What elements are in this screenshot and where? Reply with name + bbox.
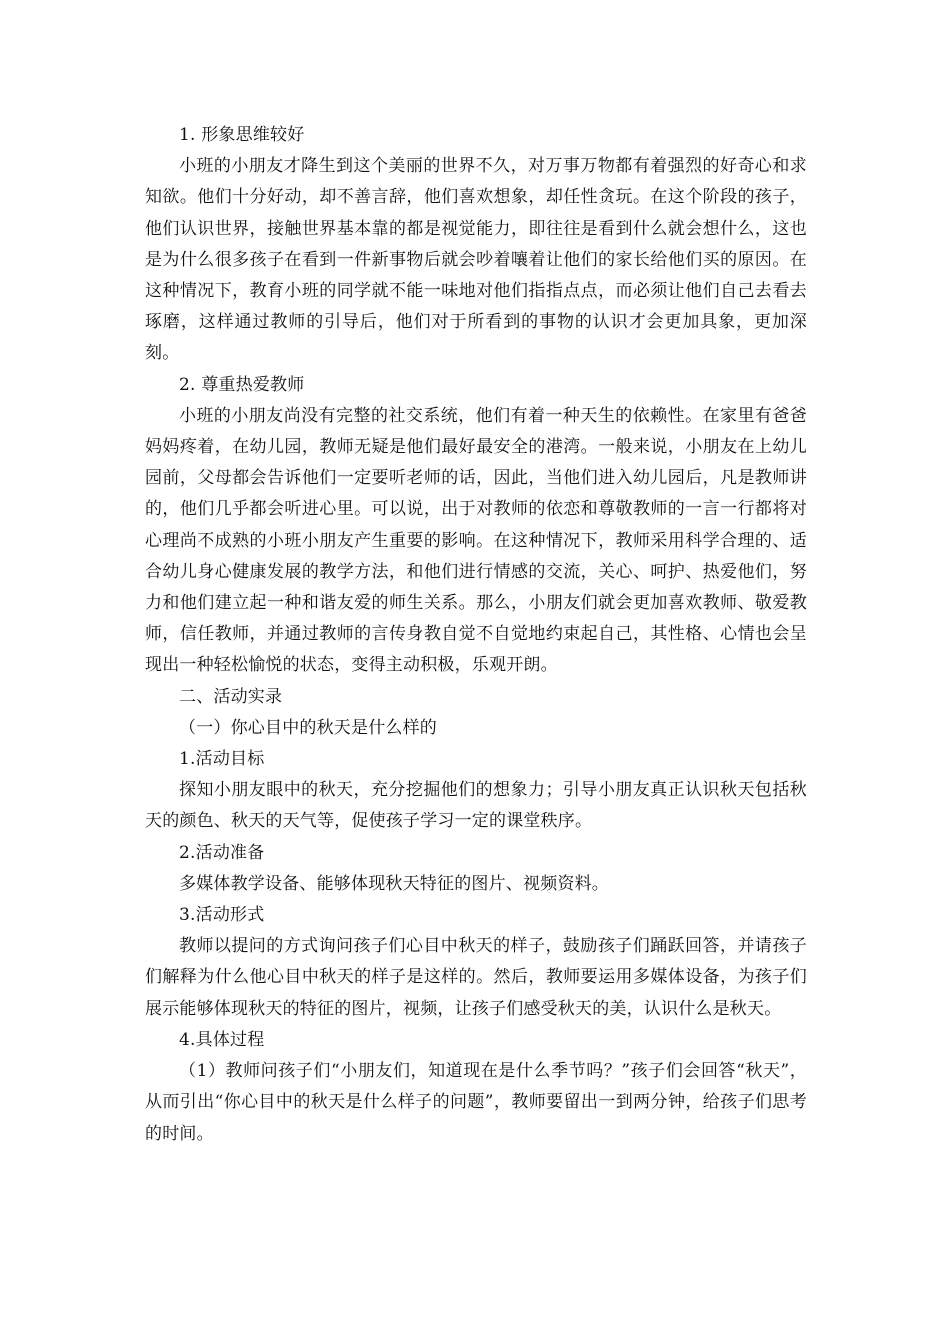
activity-prep-heading: 2.活动准备 [179, 842, 265, 863]
activity-form-paragraph: 教师以提问的方式询问孩子们心目中秋天的样子，鼓励孩子们踊跃回答，并请孩子们解释为什么他心目中秋天的样子是这样的。然后，教师要运用多媒体设备，为孩子们展示能够体现秋天的特征的图片，视频，让孩子们感受秋天的美，认识什么是秋天。 [145, 936, 807, 1019]
body-paragraph-1: 小班的小朋友才降生到这个美丽的世界不久，对万事万物都有着强烈的好奇心和求知欲。他们十分好动，却不善言辞，他们喜欢想象，却任性贪玩。在这个阶段的孩子，他们认识世界，接触世界基本靠的都是视觉能力，即往往是看到什么就会想什么，这也是为什么很多孩子在看到一件新事物后就会吵着嚷着让他们的家长给他们买的原因。在这种情况下，教育小班的同学就不能一味地对他们指指点点，而必须让他们自己去看去琢磨，这样通过教师的引导后，他们对于所看到的事物的认识才会更加具象，更加深刻。 [145, 156, 807, 364]
chapter-heading-activity-record: 二、活动实录 [179, 686, 283, 707]
process-step-1-paragraph: （1）教师问孩子们“小朋友们，知道现在是什么季节吗？”孩子们会回答“秋天”，从而引出“你心目中的秋天是什么样子的问题”，教师要留出一到两分钟，给孩子们思考的时间。 [145, 1061, 807, 1144]
activity-form-heading: 3.活动形式 [179, 905, 265, 926]
body-paragraph-2: 小班的小朋友尚没有完整的社交系统，他们有着一种天生的依赖性。在家里有爸爸妈妈疼着，在幼儿园，教师无疑是他们最好最安全的港湾。一般来说，小朋友在上幼儿园前，父母都会告诉他们一定要听老师的话，因此，当他们进入幼儿园后，凡是教师讲的，他们几乎都会听进心里。可以说，出于对教师的依恋和尊敬教师的一言一行都将对心理尚不成熟的小班小朋友产生重要的影响。在这种情况下，教师采用科学合理的、适合幼儿身心健康发展的教学方法，和他们进行情感的交流，关心、呵护、热爱他们，努力和他们建立起一种和谐友爱的师生关系。那么，小朋友们就会更加喜欢教师、敬爱教师，信任教师，并通过教师的言传身教自觉不自觉地约束起自己，其性格、心情也会呈现出一种轻松愉悦的状态，变得主动积极，乐观开朗。 [145, 405, 807, 676]
activity-goal-paragraph: 探知小朋友眼中的秋天，充分挖掘他们的想象力；引导小朋友真正认识秋天包括秋天的颜色、秋天的天气等，促使孩子学习一定的课堂秩序。 [145, 780, 807, 832]
section-heading-1: 1. 形象思维较好 [179, 125, 305, 145]
activity-prep-paragraph: 多媒体教学设备、能够体现秋天特征的图片、视频资料。 [179, 873, 609, 894]
process-heading: 4.具体过程 [179, 1029, 265, 1050]
activity-goal-heading: 1.活动目标 [179, 749, 265, 770]
document-body [145, 120, 807, 1150]
subchapter-heading-autumn: （一）你心目中的秋天是什么样的 [179, 717, 437, 738]
section-heading-2: 2. 尊重热爱教师 [179, 374, 305, 395]
